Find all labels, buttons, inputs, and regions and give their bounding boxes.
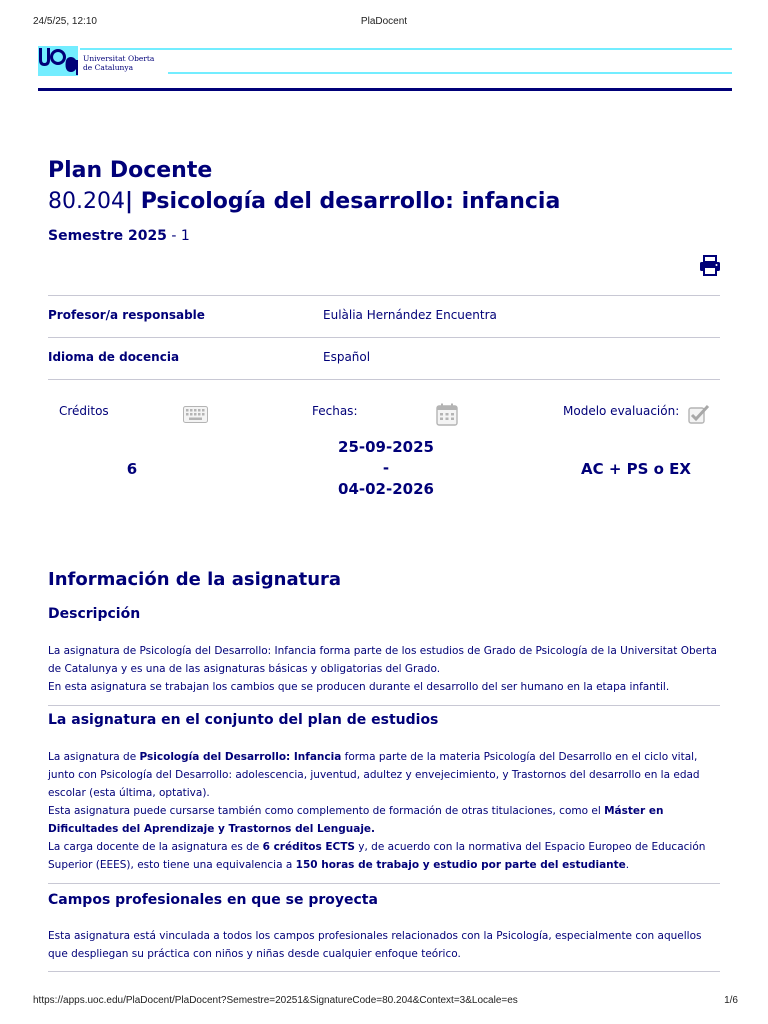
print-title: PlaDocent bbox=[360, 16, 408, 27]
print-page-number: 1/6 bbox=[724, 995, 738, 1006]
description-title: Descripción bbox=[48, 606, 141, 622]
meta-key-professor: Profesor/a responsable bbox=[48, 308, 205, 322]
plan-text-3b: 6 créditos ECTS bbox=[262, 841, 355, 853]
eval-value: AC + PS o EX bbox=[581, 460, 691, 478]
eval-label: Modelo evaluación: bbox=[563, 404, 680, 418]
print-footer bbox=[0, 995, 768, 1009]
logo-line1: Universitat Oberta bbox=[83, 54, 155, 63]
semester-suffix: - 1 bbox=[166, 228, 190, 244]
meta-row-professor bbox=[48, 295, 720, 338]
header-rule-mid bbox=[168, 72, 732, 74]
study-plan-title: La asignatura en el conjunto del plan de estudios bbox=[48, 712, 439, 728]
plan-text-2b: Máster en Dificultades del Aprendizaje y Trastornos del Lenguaje. bbox=[48, 805, 664, 835]
plan-text-1b: Psicología del Desarrollo: Infancia bbox=[139, 751, 342, 763]
professional-fields-title: Campos profesionales en que se proyecta bbox=[48, 892, 378, 908]
description-paragraph bbox=[48, 642, 720, 696]
section-divider bbox=[48, 883, 720, 884]
plan-text-2a: Esta asignatura puede cursarse también como complemento de formación de otras titulaciones, como el bbox=[48, 805, 605, 817]
info-section-title: Información de la asignatura bbox=[48, 569, 342, 590]
checkbox-icon bbox=[688, 404, 710, 428]
plan-text-3d: 150 horas de trabajo y estudio por parte del estudiante bbox=[295, 859, 626, 871]
study-plan-paragraph bbox=[48, 748, 720, 874]
section-divider bbox=[48, 971, 720, 972]
meta-divider bbox=[48, 379, 720, 380]
course-code: 80.204 bbox=[48, 189, 125, 214]
plan-text-3a: La carga docente de la asignatura es de bbox=[48, 841, 263, 853]
meta-value-professor: Eulàlia Hernández Encuentra bbox=[323, 308, 497, 322]
date-start: 25-09-2025 bbox=[338, 438, 434, 456]
header-rule-bottom bbox=[38, 88, 732, 91]
page-title: Plan Docente bbox=[48, 158, 213, 183]
uoc-logo-text bbox=[83, 54, 154, 72]
header-rule-top bbox=[80, 48, 732, 50]
description-text-2: En esta asignatura se trabajan los cambios que se producen durante el desarrollo del ser humano en la etapa infantil. bbox=[48, 681, 670, 693]
credits-label: Créditos bbox=[59, 404, 109, 418]
course-separator: | bbox=[124, 189, 134, 214]
professional-fields-paragraph bbox=[48, 927, 720, 963]
credits-value: 6 bbox=[126, 460, 138, 478]
semester bbox=[48, 228, 190, 244]
date-end: 04-02-2026 bbox=[338, 480, 434, 498]
print-header bbox=[0, 16, 768, 32]
course-name: Psicología del desarrollo: infancia bbox=[133, 189, 561, 214]
plan-text-3c: y, de acuerdo con la normativa del Espacio Europeo de Educación Superior (EEES), esto tiene una equivalencia a bbox=[48, 841, 706, 871]
plan-text-3e: . bbox=[625, 859, 630, 871]
date-separator: - bbox=[382, 459, 390, 477]
section-divider bbox=[48, 705, 720, 706]
print-date: 24/5/25, 12:10 bbox=[33, 16, 97, 27]
printer-icon[interactable] bbox=[698, 255, 722, 277]
logo-line2: de Catalunya bbox=[83, 63, 134, 72]
meta-key-language: Idioma de docencia bbox=[48, 350, 180, 364]
print-url: https://apps.uoc.edu/PlaDocent/PlaDocent?Semestre=20251&SignatureCode=80.204&Context=3&Locale=es bbox=[33, 995, 518, 1006]
description-text-1: La asignatura de Psicología del Desarrollo: Infancia forma parte de los estudios de Grado de Psicología de la Universitat Oberta de Catalunya y es una de las asignaturas básicas y obligatorias del Grado. bbox=[48, 645, 717, 675]
uoc-logo-mark bbox=[38, 46, 78, 76]
course-title bbox=[48, 189, 560, 214]
dates-label: Fechas: bbox=[312, 404, 358, 418]
fields-text-1: Esta asignatura está vinculada a todos los campos profesionales relacionados con la Psicología, especialmente con aquellos que despliegan su práctica con niños y niñas desde cualquier enfoque teórico. bbox=[48, 930, 702, 960]
plan-text-1c: forma parte de la materia Psicología del Desarrollo en el ciclo vital, junto con Psicología del Desarrollo: adolescencia, juventud, adultez y envejecimiento, y Trastornos del desarrollo en la edad escolar (esta última, optativa). bbox=[48, 751, 700, 799]
calendar-icon bbox=[436, 403, 458, 430]
meta-row-language bbox=[48, 337, 720, 380]
uoc-logo[interactable] bbox=[38, 46, 168, 76]
keyboard-icon bbox=[183, 406, 208, 427]
semester-label: Semestre 2025 bbox=[48, 228, 167, 244]
dates-value bbox=[316, 437, 456, 500]
meta-value-language: Español bbox=[323, 350, 371, 364]
plan-text-1a: La asignatura de bbox=[48, 751, 140, 763]
uoc-logo-glyph bbox=[38, 46, 78, 76]
